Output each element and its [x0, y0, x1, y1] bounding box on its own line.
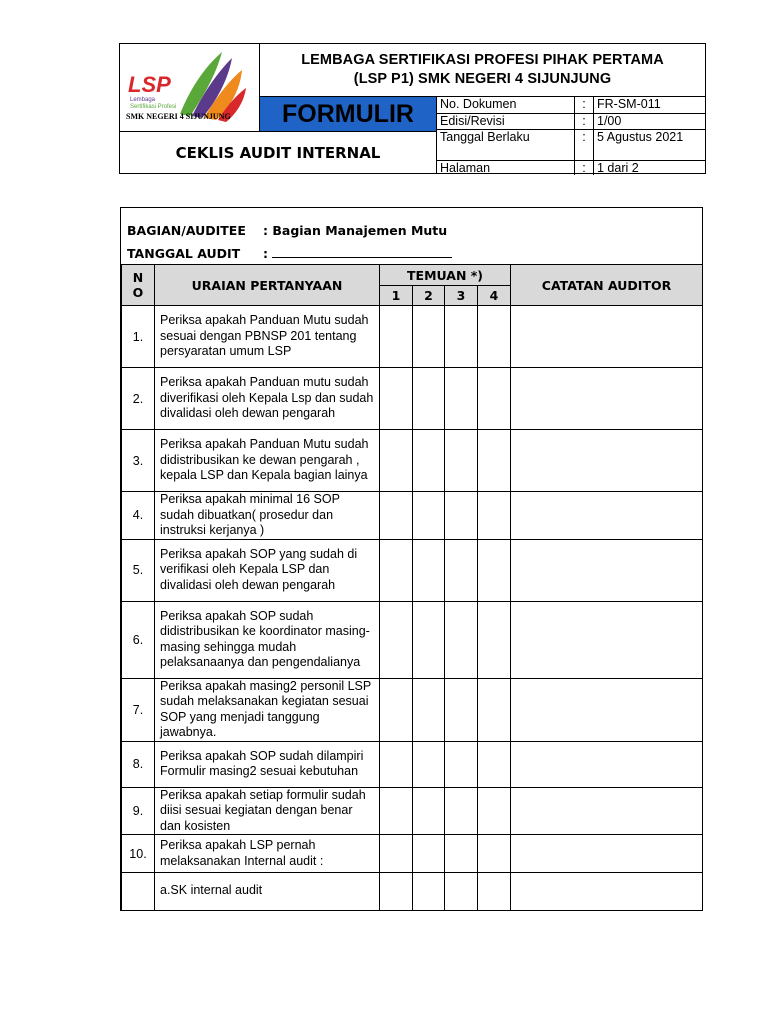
auditor-note-cell[interactable] [511, 368, 703, 430]
checklist-section [120, 207, 703, 911]
table-row [122, 368, 703, 430]
finding-cell-1[interactable] [380, 678, 413, 741]
table-row [122, 430, 703, 492]
finding-cell-4[interactable] [478, 539, 511, 601]
meta-separator: : [575, 114, 594, 130]
finding-cell-4[interactable] [478, 601, 511, 678]
auditor-note-cell[interactable] [511, 873, 703, 911]
finding-cell-1[interactable] [380, 787, 413, 835]
col-header-question: URAIAN PERTANYAAN [155, 265, 380, 306]
finding-cell-1[interactable] [380, 492, 413, 540]
finding-cell-3[interactable] [445, 835, 478, 873]
meta-value: 1/00 [594, 114, 706, 130]
meta-separator: : [575, 97, 594, 114]
meta-label: Tanggal Berlaku [437, 130, 575, 161]
finding-cell-2[interactable] [413, 601, 445, 678]
meta-label: Halaman [437, 161, 575, 176]
audit-date-colon: : [263, 246, 268, 261]
logo-text-small2: Sertifikasi Profesi [130, 104, 177, 110]
finding-cell-2[interactable] [413, 306, 445, 368]
table-row [122, 787, 703, 835]
audit-date-row [127, 245, 452, 261]
meta-row-effective-date [437, 130, 705, 161]
finding-cell-2[interactable] [413, 741, 445, 787]
formulir-banner: FORMULIR [260, 97, 437, 132]
meta-row-page [437, 161, 705, 176]
finding-col-4: 4 [478, 286, 511, 306]
finding-cell-1[interactable] [380, 873, 413, 911]
auditee-label: BAGIAN/AUDITEE [127, 223, 246, 238]
auditor-note-cell[interactable] [511, 430, 703, 492]
finding-cell-2[interactable] [413, 368, 445, 430]
row-number [122, 873, 155, 911]
row-number: 8. [122, 741, 155, 787]
row-number: 9. [122, 787, 155, 835]
table-row [122, 678, 703, 741]
finding-cell-1[interactable] [380, 306, 413, 368]
finding-cell-3[interactable] [445, 368, 478, 430]
auditor-note-cell[interactable] [511, 539, 703, 601]
finding-cell-3[interactable] [445, 678, 478, 741]
table-row [122, 306, 703, 368]
finding-cell-1[interactable] [380, 601, 413, 678]
table-row [122, 492, 703, 540]
checklist-table [121, 264, 703, 911]
row-number: 3. [122, 430, 155, 492]
auditor-note-cell[interactable] [511, 741, 703, 787]
finding-cell-4[interactable] [478, 306, 511, 368]
row-question: Periksa apakah Panduan Mutu sudah didistribusikan ke dewan pengarah , kepala LSP dan Kepala bagian lainya [155, 430, 380, 492]
finding-cell-4[interactable] [478, 787, 511, 835]
logo-text-main: LSP [128, 72, 171, 97]
row-number: 2. [122, 368, 155, 430]
finding-cell-3[interactable] [445, 306, 478, 368]
finding-cell-3[interactable] [445, 873, 478, 911]
institution-line-1: LEMBAGA SERTIFIKASI PROFESI PIHAK PERTAMA [301, 52, 664, 68]
table-row [122, 539, 703, 601]
row-question: Periksa apakah SOP sudah dilampiri Formulir masing2 sesuai kebutuhan [155, 741, 380, 787]
row-number: 7. [122, 678, 155, 741]
row-number: 1. [122, 306, 155, 368]
meta-label: Edisi/Revisi [437, 114, 575, 130]
meta-value: FR-SM-011 [594, 97, 706, 114]
meta-separator: : [575, 130, 594, 161]
finding-cell-1[interactable] [380, 835, 413, 873]
meta-value: 5 Agustus 2021 [594, 130, 706, 161]
col-header-findings: TEMUAN *) [380, 265, 511, 286]
auditor-note-cell[interactable] [511, 835, 703, 873]
finding-cell-3[interactable] [445, 430, 478, 492]
row-question: Periksa apakah SOP sudah didistribusikan ke koordinator masing-masing sehingga mudah pelaksanaanya dan pengendalianya [155, 601, 380, 678]
row-question: Periksa apakah LSP pernah melaksanakan Internal audit : [155, 835, 380, 873]
finding-cell-2[interactable] [413, 492, 445, 540]
auditee-value: : Bagian Manajemen Mutu [263, 223, 448, 238]
logo-text-small1: Lembaga [130, 97, 156, 103]
auditor-note-cell[interactable] [511, 678, 703, 741]
auditor-note-cell[interactable] [511, 601, 703, 678]
col-header-no-line2: O [132, 285, 144, 300]
row-question: Periksa apakah minimal 16 SOP sudah dibuatkan( prosedur dan instruksi kerjanya ) [155, 492, 380, 540]
finding-cell-3[interactable] [445, 539, 478, 601]
finding-cell-4[interactable] [478, 430, 511, 492]
document-header [119, 43, 706, 174]
finding-cell-3[interactable] [445, 787, 478, 835]
finding-cell-4[interactable] [478, 835, 511, 873]
institution-name [260, 44, 705, 97]
table-row [122, 835, 703, 873]
finding-cell-4[interactable] [478, 492, 511, 540]
finding-cell-2[interactable] [413, 430, 445, 492]
finding-cell-2[interactable] [413, 787, 445, 835]
finding-col-3: 3 [445, 286, 478, 306]
meta-row-edition [437, 114, 705, 130]
row-number: 5. [122, 539, 155, 601]
meta-label: No. Dokumen [437, 97, 575, 114]
row-number: 10. [122, 835, 155, 873]
audit-date-field[interactable] [272, 245, 452, 258]
finding-cell-3[interactable] [445, 492, 478, 540]
row-number: 4. [122, 492, 155, 540]
row-number: 6. [122, 601, 155, 678]
document-meta-table [437, 97, 705, 175]
meta-value: 1 dari 2 [597, 161, 639, 175]
finding-cell-4[interactable] [478, 873, 511, 911]
finding-cell-1[interactable] [380, 430, 413, 492]
finding-cell-3[interactable] [445, 601, 478, 678]
table-row [122, 601, 703, 678]
finding-cell-1[interactable] [380, 539, 413, 601]
table-row [122, 741, 703, 787]
col-header-no-line1: N [132, 270, 144, 285]
finding-cell-4[interactable] [478, 368, 511, 430]
auditor-note-cell[interactable] [511, 306, 703, 368]
institution-line-2: (LSP P1) SMK NEGERI 4 SIJUNJUNG [353, 71, 612, 87]
row-question: Periksa apakah Panduan Mutu sudah sesuai dengan PBNSP 201 tentang persyaratan umum LSP [155, 306, 380, 368]
logo-text-school: SMK NEGERI 4 SIJUNJUNG [126, 112, 231, 121]
finding-cell-2[interactable] [413, 835, 445, 873]
finding-cell-1[interactable] [380, 368, 413, 430]
lsp-logo [120, 44, 258, 130]
row-question: Periksa apakah masing2 personil LSP sudah melaksanakan kegiatan sesuai SOP yang menjadi tanggung jawabnya. [155, 678, 380, 741]
meta-row-doc-number [437, 97, 705, 114]
row-question: Periksa apakah SOP yang sudah di verifikasi oleh Kepala LSP dan divalidasi oleh dewan pengarah [155, 539, 380, 601]
col-header-no [122, 265, 155, 306]
row-question: Periksa apakah setiap formulir sudah diisi sesuai kegiatan dengan benar dan kosisten [155, 787, 380, 835]
auditor-note-cell[interactable] [511, 492, 703, 540]
finding-cell-4[interactable] [478, 741, 511, 787]
finding-cell-2[interactable] [413, 873, 445, 911]
finding-cell-3[interactable] [445, 741, 478, 787]
table-header-row [122, 265, 703, 286]
document-title: CEKLIS AUDIT INTERNAL [120, 132, 437, 173]
row-question: a.SK internal audit [155, 873, 380, 911]
meta-separator: : [575, 161, 594, 176]
audit-date-label: TANGGAL AUDIT [127, 246, 241, 261]
finding-cell-1[interactable] [380, 741, 413, 787]
finding-cell-2[interactable] [413, 539, 445, 601]
finding-cell-2[interactable] [413, 678, 445, 741]
auditor-note-cell[interactable] [511, 787, 703, 835]
col-header-notes: CATATAN AUDITOR [511, 265, 703, 306]
logo-cell [120, 44, 260, 132]
finding-col-1: 1 [380, 286, 413, 306]
finding-cell-4[interactable] [478, 678, 511, 741]
table-row [122, 873, 703, 911]
auditee-row [127, 223, 447, 238]
finding-col-2: 2 [413, 286, 445, 306]
row-question: Periksa apakah Panduan mutu sudah diverifikasi oleh Kepala Lsp dan sudah divalidasi oleh dewan pengarah [155, 368, 380, 430]
